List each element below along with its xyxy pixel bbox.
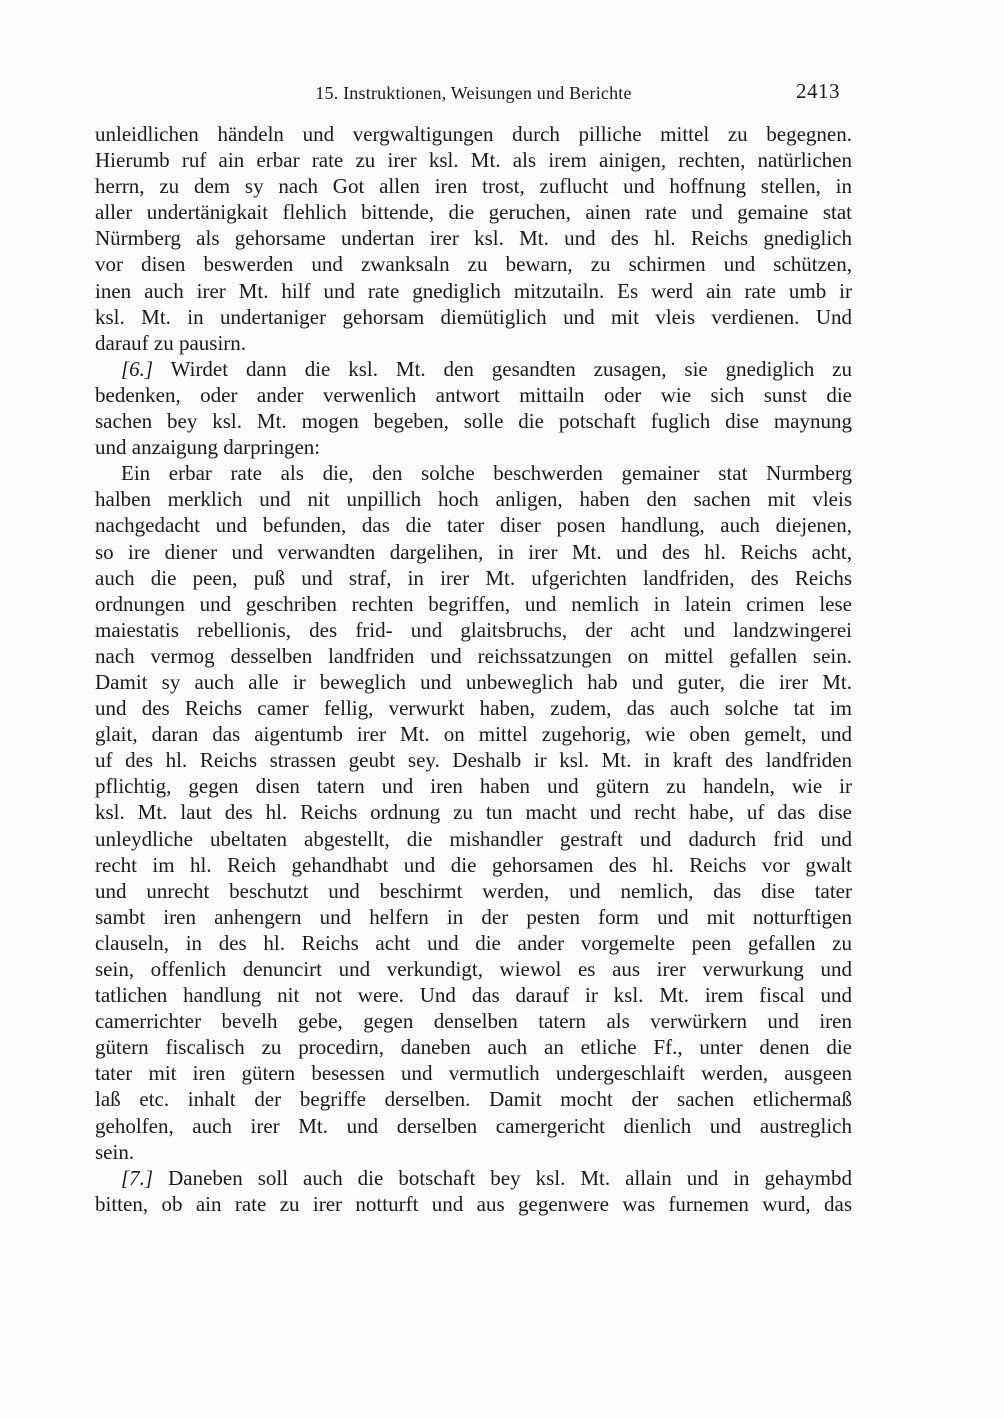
text-line: unleidlichen händeln und vergwaltigungen durch pilliche mittel zu begegnen. xyxy=(95,122,852,146)
text-line: und unrecht beschutzt und beschirmt werden, und nemlich, das dise tater xyxy=(95,878,852,903)
text-line: glait, daran das aigentumb irer Mt. on mittel zugehorig, wie oben gemelt, und xyxy=(95,722,852,747)
text-line: halben merklich und nit unpillich hoch anligen, haben den sachen mit vleis xyxy=(95,487,852,512)
text-line: gütern fiscalisch zu procedirn, daneben auch an etliche Ff., unter denen die xyxy=(95,1035,852,1060)
text-line: laß etc. inhalt der begriffe derselben. Damit mocht der sachen etlichermaß xyxy=(95,1087,852,1112)
text-line: sein, offenlich denuncirt und verkundigt, wiewol es aus irer verwurkung und xyxy=(95,957,852,981)
page-header xyxy=(95,79,852,106)
text-line: maiestatis rebellionis, des frid- und glaitsbruchs, der acht und landzwingerei xyxy=(95,617,852,642)
text-line: Damit sy auch alle ir beweglich und unbeweglich hab und guter, die irer Mt. xyxy=(95,669,852,694)
text-line: und des Reichs camer fellig, verwurkt haben, zudem, das auch solche tat im xyxy=(95,696,852,721)
text-line: nachgedacht und befunden, das die tater diser posen handlung, auch diejenen, xyxy=(95,513,852,538)
text-line: camerrichter bevelh gebe, gegen denselben tatern als verwürkern und iren xyxy=(95,1009,852,1034)
text-line: so ire diener und verwandten dargelihen, in irer Mt. und des hl. Reichs acht, xyxy=(95,539,852,564)
text-line: ksl. Mt. laut des hl. Reichs ordnung zu tun macht und recht habe, uf das dise xyxy=(95,800,852,825)
text-line: Nürmberg als gehorsame undertan irer ksl. Mt. und des hl. Reichs gnediglich xyxy=(95,226,852,251)
text-line: nach vermog desselben landfriden und reichssatzungen on mittel gefallen sein. xyxy=(95,643,852,668)
text-line: Hierumb ruf ain erbar rate zu irer ksl. Mt. als irem ainigen, rechten, natürlichen xyxy=(95,148,852,173)
text-line: geholfen, auch irer Mt. und derselben camergericht dienlich und austreglich xyxy=(95,1113,852,1138)
text-line: bedenken, oder ander verwenlich antwort mittailn oder wie sich sunst die xyxy=(95,382,852,407)
text-line: ksl. Mt. in undertaniger gehorsam diemütiglich und mit vleis verdienen. Und xyxy=(95,304,852,329)
text-line: tater mit iren gütern besessen und vermutlich undergeschlaift werden, ausgeen xyxy=(95,1061,852,1086)
text-line: sein. xyxy=(95,1139,135,1164)
text-line xyxy=(95,356,852,382)
text-line: herrn, zu dem sy nach Got allen iren trost, zuflucht und hoffnung stellen, in xyxy=(95,174,852,199)
text-line: tatlichen handlung nit not were. Und das darauf ir ksl. Mt. irem fiscal und xyxy=(95,983,852,1008)
section-number: [7.] xyxy=(121,1165,154,1190)
text-line: und anzaigung darpringen: xyxy=(95,435,321,460)
text-line: Ein erbar rate als die, den solche beschwerden gemainer stat Nurmberg xyxy=(121,461,852,486)
text-line: darauf zu pausirn. xyxy=(95,330,247,355)
text-line-content: Daneben soll auch die botschaft bey ksl. Mt. allain und in gehaymbd xyxy=(168,1165,852,1190)
page-number: 2413 xyxy=(796,79,840,103)
text-line xyxy=(95,1165,852,1191)
text-line: recht im hl. Reich gehandhabt und die gehorsamen des hl. Reichs vor gwalt xyxy=(95,852,852,877)
section-number: [6.] xyxy=(121,356,154,381)
running-head-title: 15. Instruktionen, Weisungen und Berichte xyxy=(315,83,632,103)
text-line: ordnungen und geschriben rechten begriffen, und nemlich in latein crimen lese xyxy=(95,591,852,616)
text-line: clauseln, in des hl. Reichs acht und die ander vorgemelte peen gefallen zu xyxy=(95,930,852,955)
text-line: uf des hl. Reichs strassen geubt sey. Deshalb ir ksl. Mt. in kraft des landfriden xyxy=(95,748,852,773)
text-line: sachen bey ksl. Mt. mogen begeben, solle die potschaft fuglich dise maynung xyxy=(95,409,852,434)
text-line: inen auch irer Mt. hilf und rate gnediglich mitzutailn. Es werd ain rate umb ir xyxy=(95,278,852,303)
text-line: pflichtig, gegen disen tatern und iren haben und gütern zu handeln, wie ir xyxy=(95,774,852,799)
text-line: bitten, ob ain rate zu irer notturft und aus gegenwere was furnemen wurd, das xyxy=(95,1191,852,1216)
text-line: sambt iren anhengern und helfern in der pesten form und mit notturftigen xyxy=(95,904,852,929)
text-line-content: Wirdet dann die ksl. Mt. den gesandten zusagen, sie gnediglich zu xyxy=(170,356,852,381)
text-line: auch die peen, puß und straf, in irer Mt. ufgerichten landfriden, des Reichs xyxy=(95,565,852,590)
text-line: unleydliche ubeltaten abgestellt, die mishandler gestraft und dadurch frid und xyxy=(95,826,852,851)
text-line: aller undertänigkait flehlich bittende, die geruchen, ainen rate und gemaine stat xyxy=(95,200,852,225)
text-line: vor disen beswerden und zwanksaln zu bewarn, zu schirmen und schützen, xyxy=(95,252,852,277)
body-text xyxy=(95,121,852,1217)
